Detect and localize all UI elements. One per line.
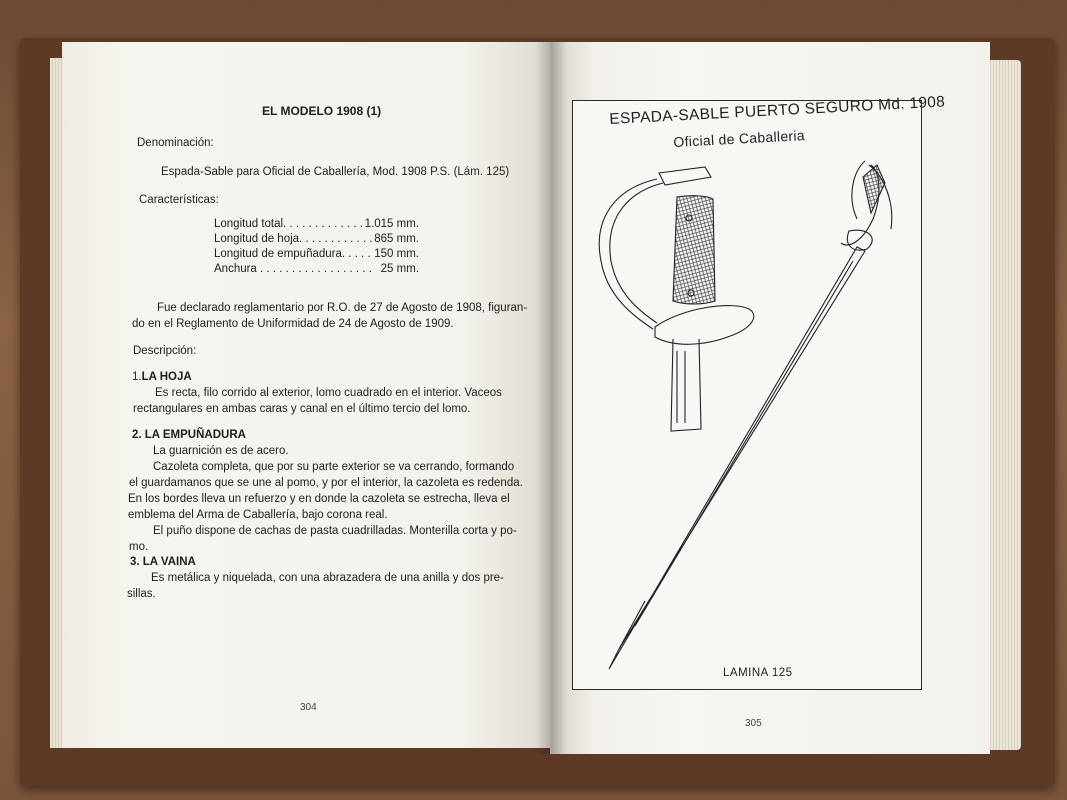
spec-label: Longitud de hoja. . . . . . . . . . . . [214,233,373,245]
hilt-detail [599,167,753,431]
section-heading [132,370,192,385]
section-heading: 3. LA VAINA [130,556,196,568]
reglamento-paragraph [132,300,528,332]
spec-value: 25 mm. [380,263,419,275]
plate-frame [572,93,946,690]
spec-row [214,247,419,262]
caracteristicas-label: Características: [139,194,219,206]
paragraph-line: La guarnición es de acero. [153,445,289,457]
section-title: EL MODELO 1908 (1) [262,104,382,118]
paragraph-line: En los bordes lleva un refuerzo y en donde la cazoleta se estrecha, lleva el [128,493,510,505]
plate-subtitle: Oficial de Caballeria [673,127,806,150]
spec-value: 1.015 mm. [364,218,419,230]
denominacion-label: Denominación: [137,137,214,149]
paragraph-line: Es metálica y niquelada, con una abrazadera de una anilla y dos pre- [151,572,504,584]
paragraph-line: emblema del Arma de Caballería, bajo corona real. [128,509,388,521]
sword-full [609,161,892,669]
paragraph-line: do en el Reglamento de Uniformidad de 24 de Agosto de 1909. [132,318,454,330]
section-paragraph [128,443,523,555]
sword-illustration [573,101,921,689]
paragraph-line: El puño dispone de cachas de pasta cuadrilladas. Monterilla corta y po- [153,525,517,537]
page-number: 304 [300,702,317,713]
plate-caption: LAMINA 125 [723,667,793,679]
section-paragraph [127,570,521,602]
paragraph-line: el guardamanos que se une al pomo, y por el interior, la cazoleta es redenda. [129,477,523,489]
plate-title: ESPADA-SABLE PUERTO SEGURO Md. 1908 [609,93,946,128]
spec-label: Anchura . . . . . . . . . . . . . . . . . . [214,263,372,275]
paragraph-line: rectangulares en ambas caras y canal en el último tercio del lomo. [133,403,471,415]
section-number: 1. [132,371,142,383]
paragraph-line: Fue declarado reglamentario por R.O. de 27 de Agosto de 1908, figuran- [157,302,528,314]
page-edges-right [985,60,1021,750]
spec-row [214,217,419,232]
spec-row [214,232,419,247]
left-page [62,42,550,748]
section-paragraph [133,385,525,417]
spec-label: Longitud de empuñadura. . . . . [214,248,371,260]
paragraph-line: mo. [129,541,149,553]
spec-value: 150 mm. [374,248,419,260]
book-gutter [535,42,567,754]
spec-value: 865 mm. [374,233,419,245]
paragraph-line: Es recta, filo corrido al exterior, lomo cuadrado en el interior. Vaceos [155,387,502,399]
section-heading-text: LA HOJA [141,371,192,383]
section-heading: 2. LA EMPUÑADURA [132,429,246,441]
spec-label: Longitud total. . . . . . . . . . . . . [214,218,363,230]
page-number: 305 [745,718,762,729]
denominacion-value: Espada-Sable para Oficial de Caballería, Mod. 1908 P.S. (Lám. 125) [161,166,510,178]
descripcion-label: Descripción: [133,345,197,357]
spec-row [214,262,419,277]
paragraph-line: sillas. [127,588,156,600]
paragraph-line: Cazoleta completa, que por su parte exterior se va cerrando, formando [153,461,515,473]
